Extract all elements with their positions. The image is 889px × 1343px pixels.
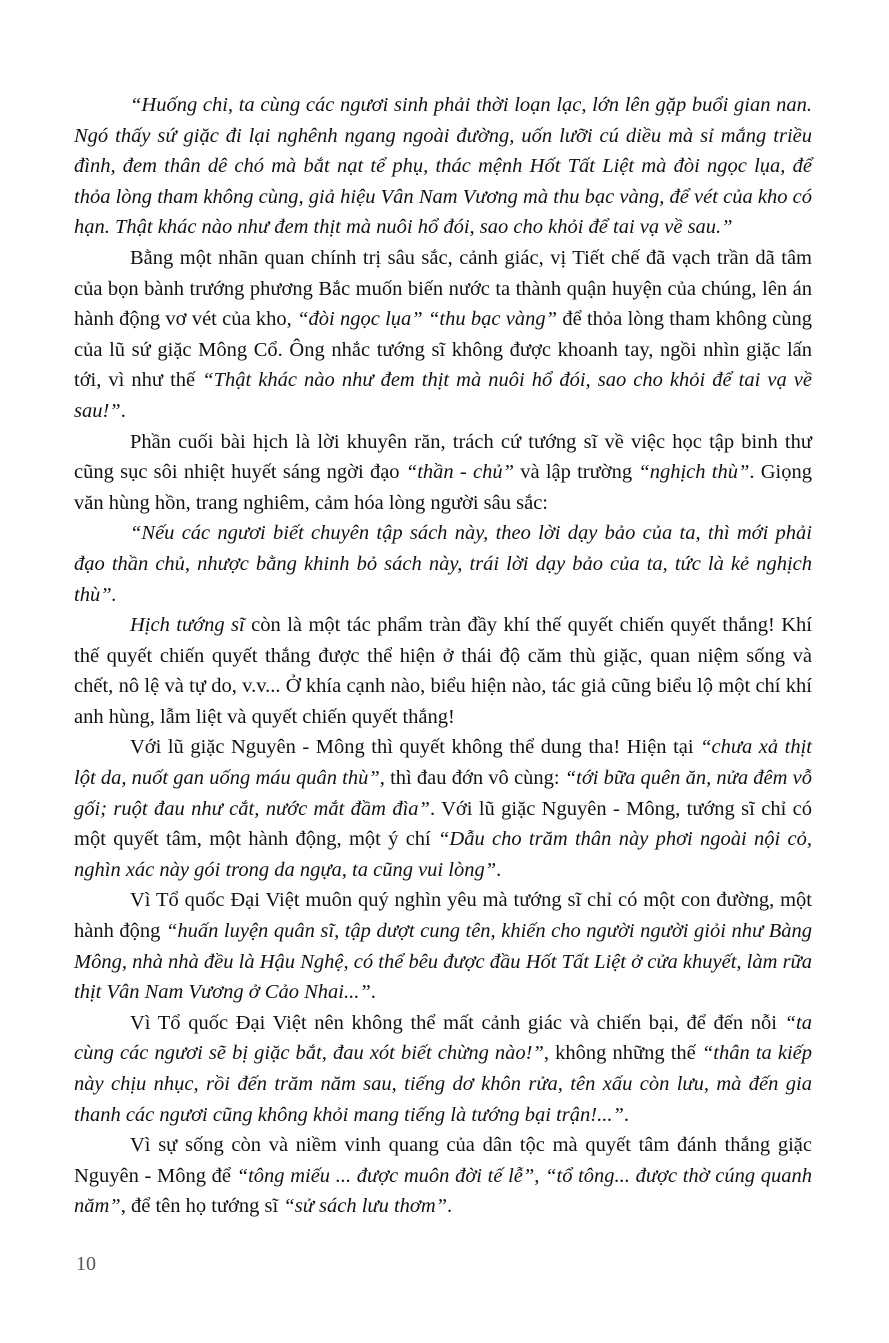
quote-paragraph [74,518,812,610]
italic-span: “Nếu các ngươi biết chuyên tập sách này, theo lời dạy bảo của ta, thì mới phải đạo thần chủ, nhược bằng khinh bỏ sách này, trái lời dạy bảo của ta, tức là kẻ nghịch thù” [74,522,812,606]
text-span: Bằng một nhãn quan chính trị sâu sắc, cảnh giác, vị Tiết chế đã vạch trần dã tâm của bọn bành trướng phương Bắc muốn biến nước ta thành quận huyện của chúng, lên án hành động vơ vét của kho, [74,246,812,331]
italic-span: “Huống chi, ta cùng các ngươi sinh phải thời loạn lạc, lớn lên gặp buổi gian nan. Ngó thấy sứ giặc đi lại nghênh ngang ngoài đường, uốn lưỡi cú diều mà sỉ mắng triều đình, đem thân dê chó mà bắt nạt tể phụ, thác mệnh Hốt Tất Liệt mà đòi ngọc lụa, để thỏa lòng tham không cùng, giả hiệu Vân Nam Vương mà thu bạc vàng, để vét của kho có hạn. Thật khác nào như đem thịt mà nuôi hổ đói, sao cho khỏi để tai vạ về sau.” [74,94,812,239]
text-span: Với lũ giặc Nguyên - Mông thì quyết không thể dung tha! Hiện tại [130,736,701,759]
body-paragraph [74,610,812,732]
text-span: . [496,858,502,881]
text-span: , để tên họ tướng sĩ [120,1195,284,1218]
text-span: còn là một tác phẩm tràn đầy khí thế quyết chiến quyết thắng! Khí thế quyết chiến quyết thắng được thể hiện ở thái độ căm thù giặc, quan niệm sống và chết, nô lệ và tự do, v.v... Ở khía cạnh nào, biểu hiện nào, tác giả cũng biểu lộ một chí khí anh hùng, lẫm liệt và quyết chiến quyết thắng! [74,614,812,728]
body-paragraph [74,885,812,1007]
italic-span: Hịch tướng sĩ [130,614,245,637]
italic-span: “ta cùng các ngươi sẽ bị giặc bắt, đau xót biết chừng nào!” [74,1011,812,1065]
italic-span: “thần - chủ” [405,461,514,484]
italic-span: “chưa xả thịt lột da, nuốt gan uống máu quân thù” [74,736,812,790]
body-paragraph [74,732,812,885]
italic-span: “nghịch thù” [638,461,750,484]
italic-span: “huấn luyện quân sĩ, tập dượt cung tên, khiến cho người người giỏi như Bàng Mông, nhà nhà đều là Hậu Nghệ, có thể bêu được đầu Hốt Tất Liệt ở cửa khuyết, làm rữa thịt Vân Nam Vương ở Cảo Nhai...” [74,920,812,1004]
body-paragraph [74,1130,812,1222]
text-span: . [370,981,376,1004]
text-span: và lập trường [513,461,639,484]
italic-span: “Dẫu cho trăm thân này phơi ngoài nội cỏ, nghìn xác này gói trong da ngựa, ta cũng vui lòng” [74,828,812,881]
text-span: . [120,399,126,422]
text-span: Vì Tổ quốc Đại Việt muôn quý nghìn yêu mà tướng sĩ chỉ có một con đường, một hành động [74,889,812,943]
italic-span: “sử sách lưu thơm” [283,1195,448,1218]
text-span: , không những thế [543,1042,702,1065]
text-span: . [447,1195,453,1218]
page-body [74,90,812,1222]
text-span: , thì đau đớn vô cùng: [379,767,565,790]
italic-span: “thân ta kiếp này chịu nhục, rồi đến trăm năm sau, tiếng dơ khôn rửa, tên xấu còn lưu, mà đến gia thanh các ngươi cũng không khỏi mang tiếng là tướng bại trận!...” [74,1042,813,1126]
text-span: . Giọng văn hùng hồn, trang nghiêm, cảm hóa lòng người sâu sắc: [74,461,812,514]
quote-paragraph [74,90,812,243]
text-span: Vì sự sống còn và niềm vinh quang của dân tộc mà quyết tâm đánh thắng giặc Nguyên - Mông để [74,1134,812,1187]
body-paragraph [74,1008,812,1130]
text-span: . [623,1103,629,1126]
text-span: Phần cuối bài hịch là lời khuyên răn, trách cứ tướng sĩ về việc học tập binh thư cũng sục sôi nhiệt huyết sáng ngời đạo [74,430,812,484]
body-paragraph [74,243,812,427]
body-paragraph [74,427,812,519]
italic-span: “Thật khác nào như đem thịt mà nuôi hổ đói, sao cho khỏi để tai vạ về sau!” [74,369,812,422]
italic-span: “đòi ngọc lụa” “thu bạc vàng” [297,308,558,331]
italic-span: “tới bữa quên ăn, nửa đêm vỗ gối; ruột đau như cắt, nước mắt đầm đìa” [74,767,812,820]
text-span: , [534,1164,546,1187]
text-span: Vì Tổ quốc Đại Việt nên không thể mất cảnh giác và chiến bại, để đến nỗi [130,1011,785,1034]
text-span: . Với lũ giặc Nguyên - Mông, tướng sĩ chỉ có một quyết tâm, một hành động, một ý chí [74,797,813,851]
page-number: 10 [76,1253,96,1275]
text-span: để thỏa lòng tham không cùng của lũ sứ giặc Mông Cổ. Ông nhắc tướng sĩ không được khoanh tay, ngồi nhìn giặc lấn tới, vì như thế [74,308,812,392]
italic-span: “tổ tông... được thờ cúng quanh năm” [74,1164,813,1218]
text-span: . [111,583,117,606]
italic-span: “tông miếu ... được muôn đời tế lễ” [236,1164,535,1187]
